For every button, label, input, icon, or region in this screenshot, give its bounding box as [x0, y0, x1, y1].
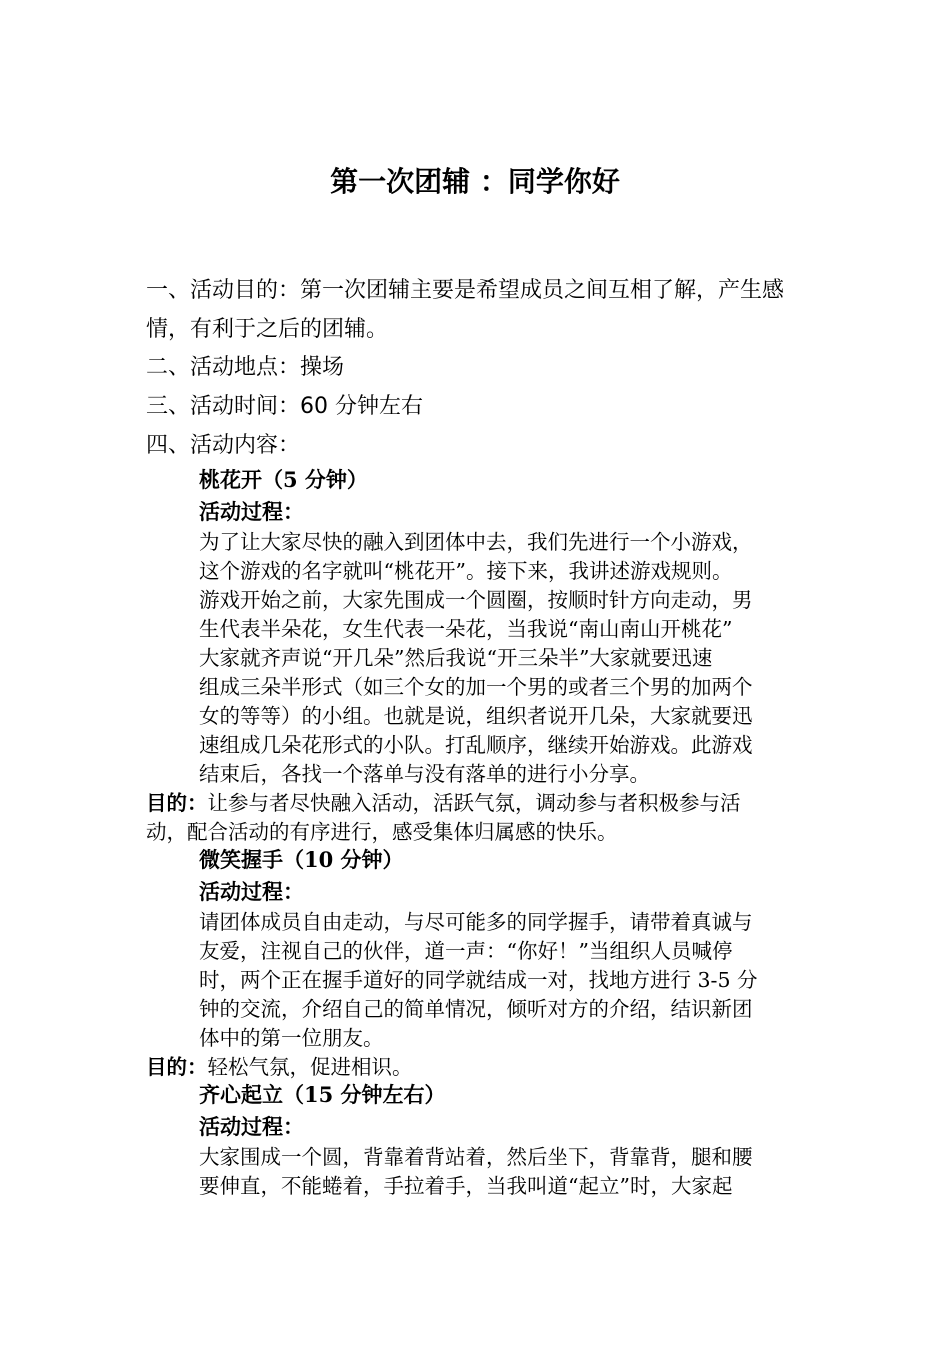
- goal-text: 让参与者尽快融入活动，活跃气氛，调动参与者积极参与活: [207, 791, 741, 815]
- process-line: 要伸直，不能蜷着，手拉着手，当我叫道“起立”时，大家起: [199, 1174, 733, 1198]
- process-label: 活动过程：: [199, 499, 304, 524]
- process-line: 请团体成员自由走动，与尽可能多的同学握手，请带着真诚与: [199, 910, 753, 934]
- page-title: 第一次团辅 ：同学你好: [330, 165, 620, 198]
- section-location: 二、活动地点：操场: [146, 355, 345, 380]
- process-line: 时，两个正在握手道好的同学就结成一对，找地方进行 3-5 分: [199, 968, 758, 992]
- activity-heading: 微笑握手（10 分钟）: [199, 847, 404, 872]
- process-line: 生代表半朵花，女生代表一朵花，当我说“南山南山开桃花”: [199, 617, 733, 641]
- goal-label: 目的：: [146, 1055, 208, 1079]
- process-line: 组成三朵半形式（如三个女的加一个男的或者三个男的加两个: [199, 675, 753, 699]
- process-line: 游戏开始之前，大家先围成一个圆圈，按顺时针方向走动，男: [199, 588, 753, 612]
- process-line: 友爱，注视自己的伙伴，道一声：“你好！”当组织人员喊停: [199, 939, 733, 963]
- process-line: 为了让大家尽快的融入到团体中去，我们先进行一个小游戏，: [199, 530, 753, 554]
- activity-heading: 齐心起立（15 分钟左右）: [199, 1082, 446, 1107]
- goal-label: 目的：: [146, 791, 208, 815]
- goal-line: [146, 786, 741, 816]
- process-line: 结束后，各找一个落单与没有落单的进行小分享。: [199, 762, 650, 786]
- process-label: 活动过程：: [199, 1114, 304, 1139]
- process-line: 女的等等）的小组。也就是说，组织者说开几朵，大家就要迅: [199, 704, 753, 728]
- section-purpose-line2: 情，有利于之后的团辅。: [146, 317, 389, 342]
- process-line: 大家就齐声说“开几朵”然后我说“开三朵半”大家就要迅速: [199, 646, 713, 670]
- goal-line: 动，配合活动的有序进行，感受集体归属感的快乐。: [146, 820, 618, 844]
- section-time: 三、活动时间：60 分钟左右: [146, 394, 423, 419]
- activity-heading: 桃花开（5 分钟）: [199, 467, 368, 492]
- process-line: 大家围成一个圆，背靠着背站着，然后坐下，背靠背，腿和腰: [199, 1145, 753, 1169]
- goal-text: 轻松气氛，促进相识。: [207, 1055, 413, 1079]
- section-purpose-line1: 一、活动目的：第一次团辅主要是希望成员之间互相了解，产生感: [146, 278, 785, 303]
- process-line: 钟的交流，介绍自己的简单情况，倾听对方的介绍，结识新团: [199, 997, 753, 1021]
- process-label: 活动过程：: [199, 879, 304, 904]
- goal-line: [146, 1050, 413, 1080]
- process-line: 这个游戏的名字就叫“桃花开”。接下来，我讲述游戏规则。: [199, 559, 733, 583]
- process-line: 体中的第一位朋友。: [199, 1026, 384, 1050]
- process-line: 速组成几朵花形式的小队。打乱顺序，继续开始游戏。此游戏: [199, 733, 753, 757]
- section-content: 四、活动内容：: [146, 433, 301, 458]
